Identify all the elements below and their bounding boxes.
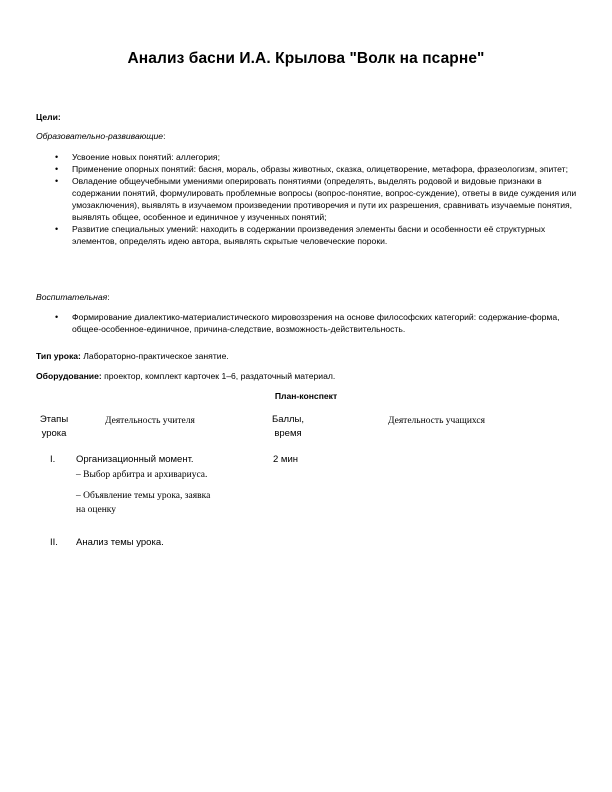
row-1-line-1: – Выбор арбитра и архивариуса. (76, 470, 208, 480)
col-header-stages-1: Этапы (39, 414, 69, 425)
educational-heading (36, 130, 165, 142)
row-1-points: 2 мин (273, 454, 299, 465)
list-item: • Усвоение новых понятий: аллегория; (72, 151, 577, 163)
lesson-type (36, 350, 229, 362)
upbringing-heading (36, 291, 110, 303)
col-header-stages-2: урока (41, 428, 67, 439)
upbringing-colon: : (107, 292, 110, 302)
upbringing-list (72, 311, 577, 335)
col-header-teacher: Деятельность учителя (105, 416, 195, 426)
page-title: Анализ басни И.А. Крылова "Волк на псарне" (127, 50, 485, 67)
row-1-heading: Организационный момент. (76, 454, 194, 465)
lesson-type-label: Тип урока: (36, 351, 81, 361)
col-header-stages (30, 413, 78, 441)
list-item: • Развитие специальных умений: находить в содержании произведения элементы басни и особенности её структурных элементов, определять идею автора, выявлять скрытые человеческие пороки. (72, 223, 577, 247)
row-1-number: I. (50, 454, 56, 465)
row-1-line-2a: – Объявление темы урока, заявка (76, 491, 211, 501)
goals-label: Цели: (36, 112, 61, 122)
col-header-students: Деятельность учащихся (388, 416, 485, 426)
row-1-line-2b: на оценку (76, 505, 117, 515)
list-item: • Формирование диалектико-материалистического мировоззрения на основе философских категорий: содержание-форма, общее-особенное-единичное, причина-следствие, возможность-действительность. (72, 311, 577, 335)
row-2-heading: Анализ темы урока. (76, 537, 164, 548)
educational-label: Образовательно-развивающие (36, 131, 164, 141)
list-item: • Применение опорных понятий: басня, мораль, образы животных, сказка, олицетворение, метафора, фразеологизм, эпитет; (72, 163, 577, 175)
plan-title: План-конспект (274, 391, 338, 401)
list-item: • Овладение общеучебными умениями оперировать понятиями (определять, выделять родовой и видовые признаки в содержании понятий, формулировать проблемные вопросы (вопрос-понятие, вопрос-суждение), ответы в виде суждения или умозаключения), выявлять в изучаемом произведении противоречия и пути их разрешения, сравнивать изучаемые понятия, выявлять общее, особенное и единичное у изученных понятий; (72, 175, 577, 223)
educational-colon: : (163, 131, 166, 141)
col-header-points-2: время (274, 428, 302, 439)
equipment-label: Оборудование: (36, 371, 102, 381)
educational-list (72, 151, 577, 247)
equipment (36, 370, 335, 382)
lesson-type-value: Лабораторно-практическое занятие. (80, 351, 229, 361)
equipment-value: проектор, комплект карточек 1–6, раздаточный материал. (101, 371, 336, 381)
row-2-number: II. (50, 537, 58, 548)
upbringing-label: Воспитательная (36, 292, 108, 302)
col-header-points (262, 413, 314, 441)
col-header-points-1: Баллы, (271, 414, 305, 425)
